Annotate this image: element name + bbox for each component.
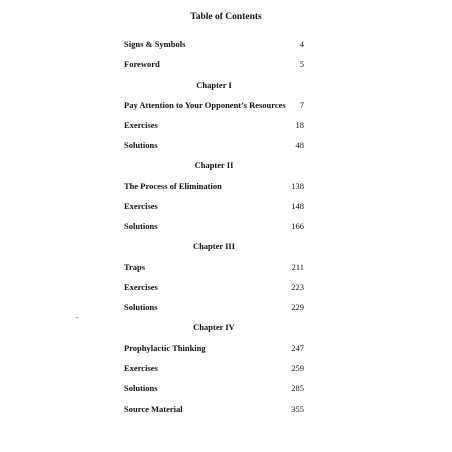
toc-entry-label: Solutions bbox=[124, 221, 158, 231]
toc-entry-page: 48 bbox=[295, 140, 304, 150]
toc-entry-page: 223 bbox=[291, 282, 304, 292]
toc-entry bbox=[124, 342, 304, 354]
toc-entry-label: Solutions bbox=[124, 140, 158, 150]
chapter-heading: Chapter III bbox=[192, 241, 236, 251]
toc-entry bbox=[124, 281, 304, 293]
scan-speck bbox=[76, 317, 78, 318]
toc-entry bbox=[124, 403, 304, 415]
toc-entry-page: 148 bbox=[291, 201, 304, 211]
toc-entry-page: 355 bbox=[291, 404, 304, 414]
toc-entry-label: Solutions bbox=[124, 383, 158, 393]
toc-entry-label: Exercises bbox=[124, 363, 158, 373]
toc-entry-page: 247 bbox=[291, 343, 304, 353]
toc-entry-page: 7 bbox=[299, 100, 304, 110]
toc-entry-label: Exercises bbox=[124, 282, 158, 292]
toc-entry bbox=[124, 139, 304, 151]
toc-entry bbox=[124, 200, 304, 212]
toc-entry-page: 229 bbox=[291, 302, 304, 312]
toc-entry-page: 18 bbox=[295, 120, 304, 130]
toc-entry-page: 4 bbox=[299, 39, 304, 49]
toc-entry-page: 5 bbox=[299, 59, 304, 69]
toc-entry bbox=[124, 301, 304, 313]
toc-entry bbox=[124, 261, 304, 273]
toc-entry-page: 259 bbox=[291, 363, 304, 373]
toc-entry-label: Traps bbox=[124, 262, 146, 272]
toc-entry bbox=[124, 220, 304, 232]
toc-entry-page: 138 bbox=[291, 181, 304, 191]
toc-title: Table of Contents bbox=[190, 12, 262, 22]
toc-entry-label: Source Material bbox=[124, 404, 183, 414]
toc-entry bbox=[124, 38, 304, 50]
toc-entry bbox=[124, 362, 304, 374]
toc-entry bbox=[124, 119, 304, 131]
chapter-heading: Chapter IV bbox=[193, 322, 235, 332]
toc-entry-label: The Process of Elimination bbox=[124, 181, 222, 191]
toc-entry bbox=[124, 99, 304, 111]
toc-entry-label: Foreword bbox=[124, 59, 160, 69]
toc-entry bbox=[124, 382, 304, 394]
chapter-heading: Chapter I bbox=[196, 80, 232, 90]
toc-entry-label: Prophylactic Thinking bbox=[124, 343, 206, 353]
toc-entry-page: 285 bbox=[291, 383, 304, 393]
chapter-heading: Chapter II bbox=[194, 160, 234, 170]
toc-entry-page: 166 bbox=[291, 221, 304, 231]
toc-entry-label: Solutions bbox=[124, 302, 158, 312]
toc-entry bbox=[124, 180, 304, 192]
toc-entry-label: Pay Attention to Your Opponent’s Resources bbox=[124, 100, 286, 110]
toc-entry-page: 211 bbox=[291, 262, 304, 272]
toc-entry bbox=[124, 58, 304, 70]
toc-entry-label: Signs & Symbols bbox=[124, 39, 186, 49]
toc-entry-label: Exercises bbox=[124, 120, 158, 130]
toc-entry-label: Exercises bbox=[124, 201, 158, 211]
